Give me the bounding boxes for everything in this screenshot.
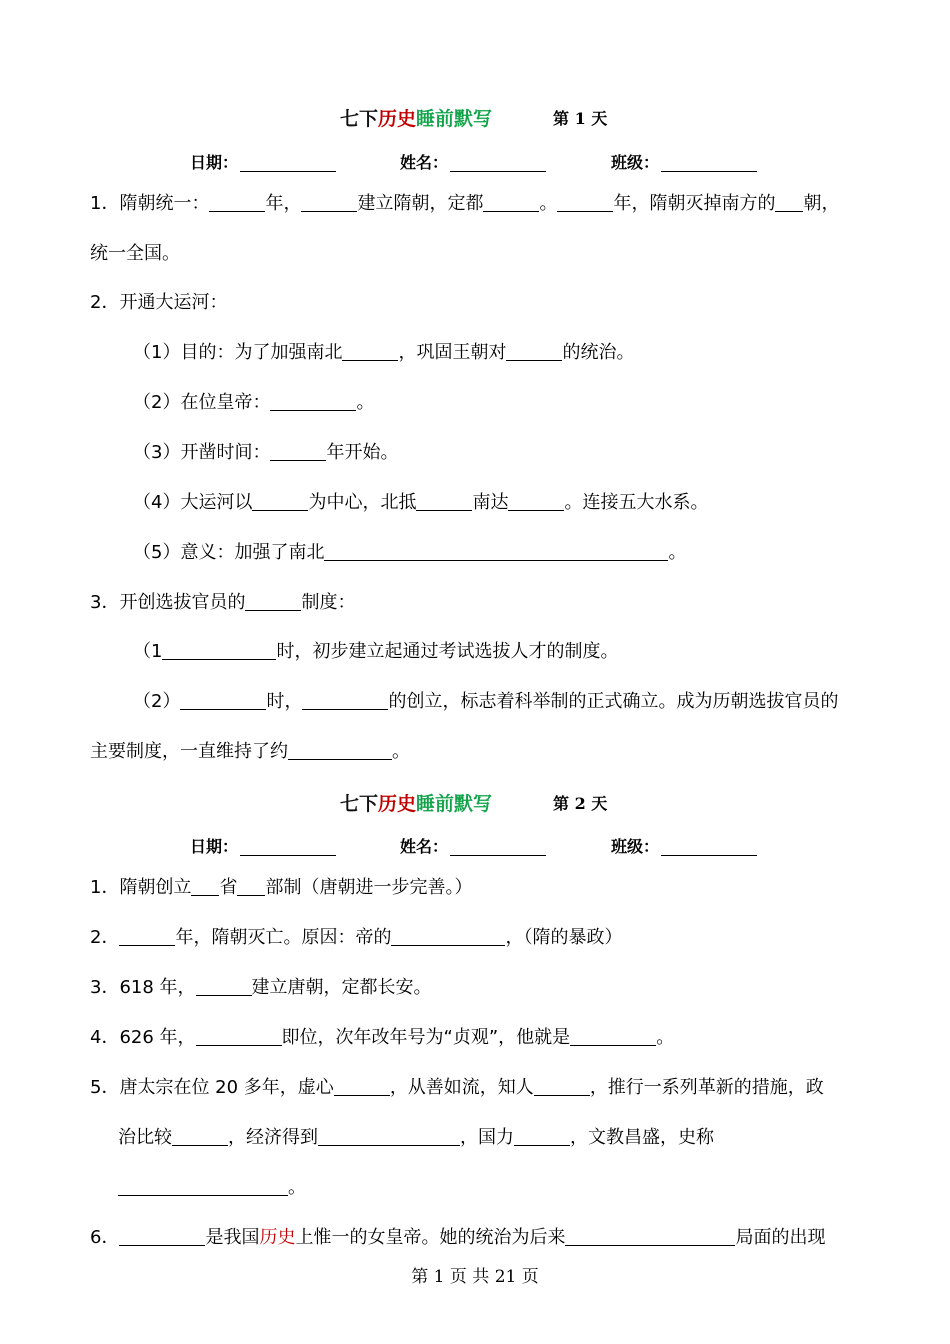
blank[interactable] <box>416 492 472 511</box>
highlight-text: 历史 <box>259 1227 296 1248</box>
text: ，经济得到 <box>228 1127 318 1148</box>
text: ，推行一系列革新的措施，政 <box>589 1077 824 1098</box>
title-part: 七下 <box>340 793 379 815</box>
text: 4．626 年， <box>90 1027 196 1048</box>
blank[interactable] <box>391 927 505 946</box>
day2-info-row <box>0 834 950 864</box>
day2-q1 <box>90 875 472 901</box>
text: 年开始。 <box>326 442 399 463</box>
blank[interactable] <box>483 193 539 212</box>
day2-q4 <box>90 1025 674 1051</box>
text: ，从善如流，知人 <box>389 1077 534 1098</box>
text: 年，隋朝灭掉南方的 <box>613 193 776 214</box>
text: 3．618 年， <box>90 977 196 998</box>
text: （4）大运河以 <box>133 492 253 513</box>
text: ，文教昌盛，史称 <box>570 1127 714 1148</box>
text: 建立唐朝，定都长安。 <box>251 977 432 998</box>
text: 省 <box>219 877 238 898</box>
blank[interactable] <box>557 193 613 212</box>
text: 的统治。 <box>562 342 635 363</box>
day1-q2-5 <box>133 540 686 566</box>
day1-q1-line2: 统一全国。 <box>90 243 180 264</box>
day2-q5-line3 <box>118 1175 306 1201</box>
text: 。 <box>656 1027 675 1048</box>
day1-q2-2 <box>133 390 374 416</box>
text: （2）在位皇帝： <box>133 392 271 413</box>
day2-date-field[interactable] <box>190 834 336 857</box>
text: （1）目的：为了加强南北 <box>133 342 343 363</box>
day1-q2-1 <box>133 340 634 366</box>
day2-q6 <box>90 1225 825 1251</box>
text: 3．开创选拔官员的 <box>90 592 246 613</box>
day1-q2-4 <box>133 490 708 516</box>
text: 时，初步建立起通过考试选拔人才的制度。 <box>276 641 619 662</box>
blank[interactable] <box>570 1027 656 1046</box>
blank[interactable] <box>209 193 265 212</box>
text: 年， <box>265 193 302 214</box>
text: 建立隋朝，定都 <box>357 193 484 214</box>
day1-q2-3 <box>133 440 398 466</box>
day2-day-label: 第 2 天 <box>553 794 608 813</box>
name-label: 姓名： <box>400 837 449 856</box>
class-label: 班级： <box>611 153 660 172</box>
text: 主要制度，一直维持了约 <box>90 741 288 762</box>
blank[interactable] <box>245 592 301 611</box>
page-footer: 第 1 页 共 21 页 <box>411 1267 539 1287</box>
blank[interactable] <box>324 542 668 561</box>
blank[interactable] <box>270 392 356 411</box>
text: 上惟一的女皇帝。她的统治为后来 <box>295 1227 566 1248</box>
day1-name-field[interactable] <box>400 150 546 173</box>
day1-q1 <box>90 191 839 217</box>
blank[interactable] <box>342 342 398 361</box>
blank[interactable] <box>302 691 388 710</box>
date-label: 日期： <box>190 153 239 172</box>
blank[interactable] <box>565 1227 735 1246</box>
blank[interactable] <box>301 193 357 212</box>
text: 南达 <box>472 492 509 513</box>
date-blank[interactable] <box>240 155 336 172</box>
blank[interactable] <box>775 193 803 212</box>
day2-title <box>340 789 492 816</box>
date-blank[interactable] <box>240 839 336 856</box>
text: ，（隋的暴政） <box>505 927 623 948</box>
title-part: 七下 <box>340 108 379 130</box>
title-part: 睡前默写 <box>416 108 493 130</box>
blank[interactable] <box>162 641 276 660</box>
blank[interactable] <box>506 342 562 361</box>
blank[interactable] <box>119 927 175 946</box>
text: 是我国 <box>205 1227 260 1248</box>
text: 。连接五大水系。 <box>564 492 709 513</box>
day2-q5 <box>90 1075 824 1101</box>
blank[interactable] <box>196 977 252 996</box>
blank[interactable] <box>172 1127 228 1146</box>
blank[interactable] <box>119 1227 205 1246</box>
day1-class-field[interactable] <box>611 150 757 173</box>
text: （1 <box>133 641 163 662</box>
text: 部制（唐朝进一步完善。） <box>265 877 473 898</box>
name-blank[interactable] <box>450 155 546 172</box>
day1-day-label: 第 1 天 <box>553 109 608 128</box>
blank[interactable] <box>334 1077 390 1096</box>
text: 1．隋朝创立 <box>90 877 192 898</box>
blank[interactable] <box>508 492 564 511</box>
text: ，巩固王朝对 <box>398 342 507 363</box>
day1-date-field[interactable] <box>190 150 336 173</box>
name-blank[interactable] <box>450 839 546 856</box>
day1-q3-2 <box>133 689 838 715</box>
day2-class-field[interactable] <box>611 834 757 857</box>
title-part: 历史 <box>378 108 417 130</box>
day2-name-field[interactable] <box>400 834 546 857</box>
blank[interactable] <box>237 877 265 896</box>
text: 为中心，北抵 <box>308 492 417 513</box>
day1-title <box>340 104 492 131</box>
text: 。 <box>668 542 687 563</box>
day1-info-row <box>0 150 950 180</box>
class-blank[interactable] <box>661 839 757 856</box>
text: 1．隋朝统一： <box>90 193 210 214</box>
day2-q3 <box>90 975 432 1001</box>
blank[interactable] <box>270 442 326 461</box>
text: 。 <box>392 741 410 762</box>
text: 制度： <box>301 592 356 613</box>
text: 。 <box>539 193 558 214</box>
title-part: 睡前默写 <box>416 793 493 815</box>
class-label: 班级： <box>611 837 660 856</box>
blank[interactable] <box>191 877 219 896</box>
blank[interactable] <box>180 691 266 710</box>
blank[interactable] <box>196 1027 282 1046</box>
text: 即位，次年改年号为“贞观”，他就是 <box>281 1027 571 1048</box>
day2-title-row <box>0 789 950 823</box>
blank[interactable] <box>318 1127 460 1146</box>
blank[interactable] <box>118 1177 288 1196</box>
text: （3）开凿时间： <box>133 442 271 463</box>
day1-q3-line2 <box>90 739 410 765</box>
day1-q3-1 <box>133 639 618 665</box>
day2-q2 <box>90 925 622 951</box>
text: 。 <box>288 1177 306 1198</box>
day1-q3 <box>90 590 355 616</box>
day1-title-row <box>0 104 950 138</box>
text: 的创立，标志着科举制的正式确立。成为历朝选拔官员的 <box>388 691 839 712</box>
text: ，国力 <box>460 1127 514 1148</box>
text: 治比较 <box>118 1127 172 1148</box>
text: 2． <box>90 927 120 948</box>
text: 年，隋朝灭亡。原因：帝的 <box>175 927 392 948</box>
text: 5．唐太宗在位 20 多年，虚心 <box>90 1077 334 1098</box>
text: （5）意义：加强了南北 <box>133 542 325 563</box>
name-label: 姓名： <box>400 153 449 172</box>
title-part: 历史 <box>378 793 417 815</box>
blank[interactable] <box>534 1077 590 1096</box>
blank[interactable] <box>514 1127 570 1146</box>
blank[interactable] <box>288 741 392 760</box>
text: 。 <box>356 392 375 413</box>
class-blank[interactable] <box>661 155 757 172</box>
blank[interactable] <box>252 492 308 511</box>
text: 时， <box>266 691 303 712</box>
day2-q5-line2 <box>118 1125 714 1151</box>
text: 6． <box>90 1227 120 1248</box>
text: 局面的出现 <box>735 1227 826 1248</box>
text: （2） <box>133 691 181 712</box>
text: 朝， <box>803 193 840 214</box>
day1-q2: 2．开通大运河： <box>90 292 228 313</box>
date-label: 日期： <box>190 837 239 856</box>
